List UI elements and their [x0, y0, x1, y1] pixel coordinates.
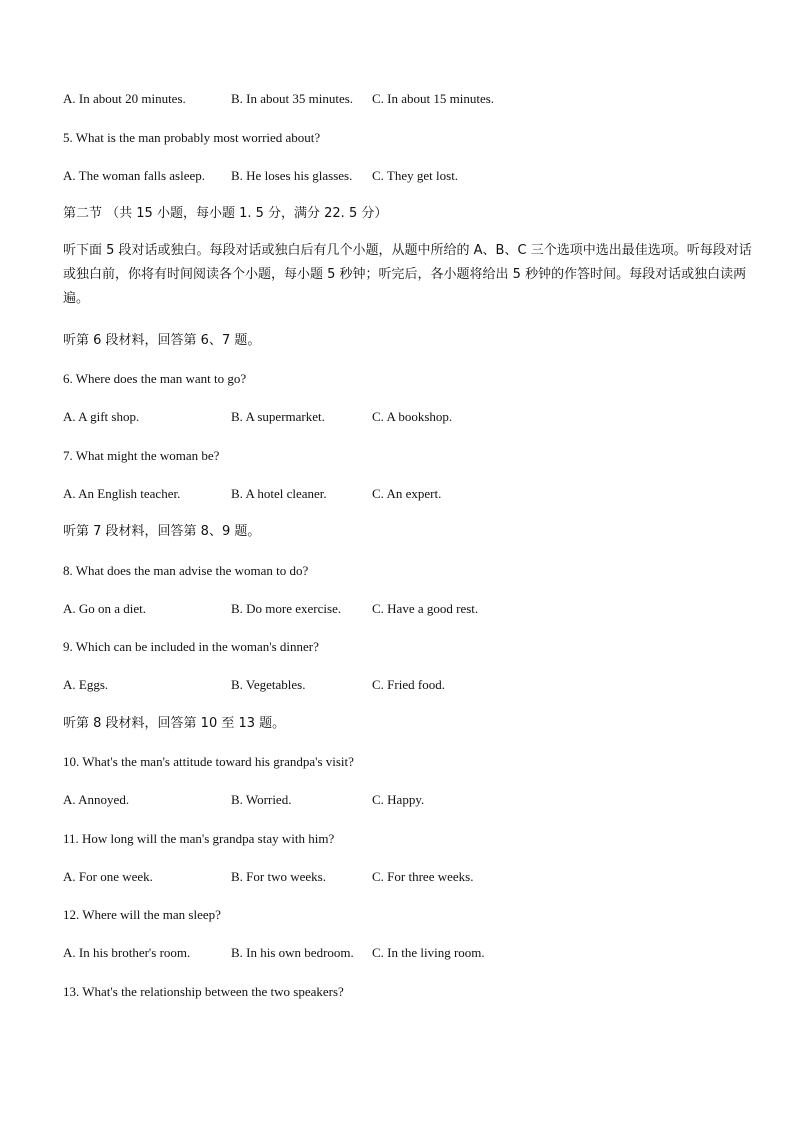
q11-option-b: B. For two weeks.: [231, 869, 326, 884]
q13-question: 13. What's the relationship between the two speakers?: [63, 984, 344, 999]
q7-question: 7. What might the woman be?: [63, 448, 220, 463]
section2-title: 第二节 （共 15 小题，每小题 1. 5 分，满分 22. 5 分）: [63, 206, 388, 221]
q9-option-c: C. Fried food.: [372, 677, 445, 692]
q5-option-a: A. The woman falls asleep.: [63, 168, 205, 183]
q9-option-a: A. Eggs.: [63, 677, 109, 692]
section2-instructions: 听下面 5 段对话或独白。每段对话或独白后有几个小题，从题中所给的 A、B、C 三个选项中选出最佳选项。听每段对话或独白前，你将有时间阅读各个小题，每小题 5 秒钟；听完后，各小题将给出 5 秒钟的作答时间。每段对话或独白读两遍。: [63, 243, 752, 306]
passage7-heading: 听第 7 段材料，回答第 8、9 题。: [63, 524, 261, 539]
q10-option-b: B. Worried.: [231, 792, 292, 807]
q8-question: 8. What does the man advise the woman to do?: [63, 563, 309, 578]
q8-option-b: B. Do more exercise.: [231, 601, 342, 616]
q4-option-b: B. In about 35 minutes.: [231, 91, 354, 106]
passage6-heading: 听第 6 段材料，回答第 6、7 题。: [63, 333, 261, 348]
q11-question: 11. How long will the man's grandpa stay with him?: [63, 831, 335, 846]
q11-option-a: A. For one week.: [63, 869, 153, 884]
q10-question: 10. What's the man's attitude toward his grandpa's visit?: [63, 754, 354, 769]
passage8-heading: 听第 8 段材料，回答第 10 至 13 题。: [63, 716, 286, 731]
q7-option-a: A. An English teacher.: [63, 486, 181, 501]
q11-option-c: C. For three weeks.: [372, 869, 474, 884]
q9-option-b: B. Vegetables.: [231, 677, 306, 692]
q6-question: 6. Where does the man want to go?: [63, 371, 247, 386]
q6-option-b: B. A supermarket.: [231, 409, 325, 424]
q7-option-c: C. An expert.: [372, 486, 442, 501]
q10-option-a: A. Annoyed.: [63, 792, 130, 807]
q10-option-c: C. Happy.: [372, 792, 425, 807]
q5-option-c: C. They get lost.: [372, 168, 459, 183]
q8-option-a: A. Go on a diet.: [63, 601, 147, 616]
q12-question: 12. Where will the man sleep?: [63, 907, 221, 922]
q5-question: 5. What is the man probably most worried about?: [63, 130, 321, 145]
q9-question: 9. Which can be included in the woman's dinner?: [63, 639, 319, 654]
q4-option-c: C. In about 15 minutes.: [372, 91, 495, 106]
q6-option-c: C. A bookshop.: [372, 409, 453, 424]
q8-option-c: C. Have a good rest.: [372, 601, 479, 616]
q12-option-b: B. In his own bedroom.: [231, 945, 354, 960]
q5-option-b: B. He loses his glasses.: [231, 168, 353, 183]
q12-option-a: A. In his brother's room.: [63, 945, 191, 960]
q7-option-b: B. A hotel cleaner.: [231, 486, 327, 501]
q4-option-a: A. In about 20 minutes.: [63, 91, 186, 106]
q12-option-c: C. In the living room.: [372, 945, 485, 960]
q6-option-a: A. A gift shop.: [63, 409, 140, 424]
